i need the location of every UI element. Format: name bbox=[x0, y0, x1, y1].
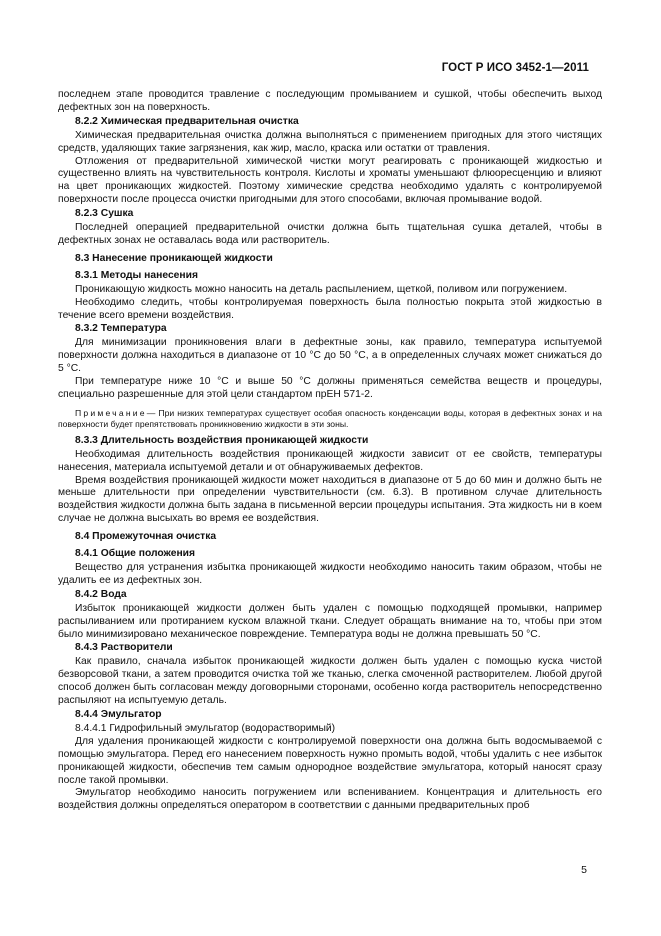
body-paragraph: Вещество для устранения избытка проникающей жидкости необходимо наносить таким образом, чтобы не удалить ее из дефектных зон. bbox=[58, 562, 602, 586]
subsection-heading: 8.4.4 Эмульгатор bbox=[75, 708, 162, 720]
subsection-heading: 8.3.3 Длительность воздействия проникающей жидкости bbox=[75, 434, 369, 446]
body-paragraph: Проникающую жидкость можно наносить на деталь распылением, щеткой, поливом или погружением. bbox=[75, 283, 568, 295]
subsection-heading: 8.4.2 Вода bbox=[75, 588, 127, 600]
body-paragraph: Химическая предварительная очистка должна выполняться с применением пригодных для этого чистящих средств, удаляющих такие загрязнения, как жир, масло, краска или остатки от травления. bbox=[58, 129, 602, 154]
body-paragraph: При температуре ниже 10 °С и выше 50 °С должны применяться семейства веществ и процедуры, специально разрешенные для этой цели стандартом прЕН 571-2. bbox=[58, 376, 602, 400]
body-paragraph: последнем этапе проводится травление с последующим промыванием и сушкой, чтобы обеспечить выход дефектных зон на поверхность. bbox=[58, 89, 602, 113]
note-paragraph bbox=[58, 408, 602, 431]
body-paragraph: Как правило, сначала избыток проникающей жидкости должен быть удален с помощью куска чистой безворсовой ткани, а затем проводится очистка той же тканью, слегка смоченной растворителем. Любой другой способ должен быть согласован между договорными сторонами, особенно когда растворитель непосредственно распыляют на испытуемую деталь. bbox=[58, 656, 602, 707]
note-label: Примечание bbox=[75, 407, 147, 418]
body-paragraph: Необходимая длительность воздействия проникающей жидкости зависит от ее свойств, температуры нанесения, материала испытуемой детали и от обнаруживаемых дефектов. bbox=[58, 448, 602, 473]
subsection-heading: 8.3.2 Температура bbox=[75, 323, 167, 335]
subsection-heading: 8.4.1 Общие положения bbox=[75, 548, 195, 560]
page-header-standard: ГОСТ Р ИСО 3452-1—2011 bbox=[441, 62, 589, 74]
body-paragraph: Время воздействия проникающей жидкости может находиться в диапазоне от 5 до 60 мин и должно быть не меньше длительности при определении чувствительности (см. 6.3). В противном случае длительность воздействия жидкости должна быть задана в письменной версии процедуры испытания. Эта жидкость ни в коем случае не должна высыхать во время ее воздействия. bbox=[58, 474, 602, 525]
document-body bbox=[58, 89, 602, 813]
note-text: — При низких температурах существует особая опасность конденсации воды, которая в дефектных зонах и на поверхности будет препятствовать проникновению жидкости в эти зоны. bbox=[58, 407, 602, 430]
body-paragraph: Для удаления проникающей жидкости с контролируемой поверхности она должна быть водосмываемой с помощью эмульгатора. Перед его нанесением поверхность нужно промыть водой, чтобы удалить с нее избыток проникающей жидкости, обеспечив тем самым однородное воздействие эмульгатора, который наносят сразу после такой промывки. bbox=[58, 735, 602, 786]
page-number: 5 bbox=[581, 864, 587, 876]
subsection-heading: 8.3.1 Методы нанесения bbox=[75, 269, 198, 281]
subsection-heading: 8.4.3 Растворители bbox=[75, 642, 173, 654]
section-heading: 8.3 Нанесение проникающей жидкости bbox=[75, 252, 273, 264]
section-heading: 8.4 Промежуточная очистка bbox=[75, 531, 217, 543]
body-paragraph: Для минимизации проникновения влаги в дефектные зоны, как правило, температура испытуемой поверхности должна находиться в диапазоне от 10 °С до 50 °С, а в определенных случаях может снижаться до 5 °С. bbox=[58, 337, 602, 375]
body-paragraph: 8.4.4.1 Гидрофильный эмульгатор (водорастворимый) bbox=[75, 722, 336, 734]
subsection-heading: 8.2.2 Химическая предварительная очистка bbox=[75, 115, 299, 127]
body-paragraph: Избыток проникающей жидкости должен быть удален с помощью подходящей промывки, например распыливанием или протиранием куском влажной ткани. Следует обращать внимание на то, чтобы при этом было минимизировано механическое повреждение. Температура воды не должна превышать 50 °С. bbox=[58, 602, 602, 640]
body-paragraph: Отложения от предварительной химической чистки могут реагировать с проникающей жидкостью и существенно влиять на чувствительность контроля. Кислоты и хроматы уменьшают флюоресценцию и влияют на цвет проникающих жидкостей. Поэтому химические средства необходимо удалять с контролируемой поверхности после процесса очистки пригодными для этого способами, включая промывание водой. bbox=[58, 155, 602, 206]
body-paragraph: Необходимо следить, чтобы контролируемая поверхность была полностью покрыта этой жидкостью в течение всего времени воздействия. bbox=[58, 296, 602, 321]
subsection-heading: 8.2.3 Сушка bbox=[75, 208, 134, 220]
body-paragraph: Последней операцией предварительной очистки должна быть тщательная сушка деталей, чтобы в дефектных зонах не оставалась вода или растворитель. bbox=[58, 222, 602, 246]
body-paragraph: Эмульгатор необходимо наносить погружением или вспениванием. Концентрация и длительность его воздействия должны определяться оператором в соответствии с данными предварительных проб bbox=[58, 787, 602, 812]
